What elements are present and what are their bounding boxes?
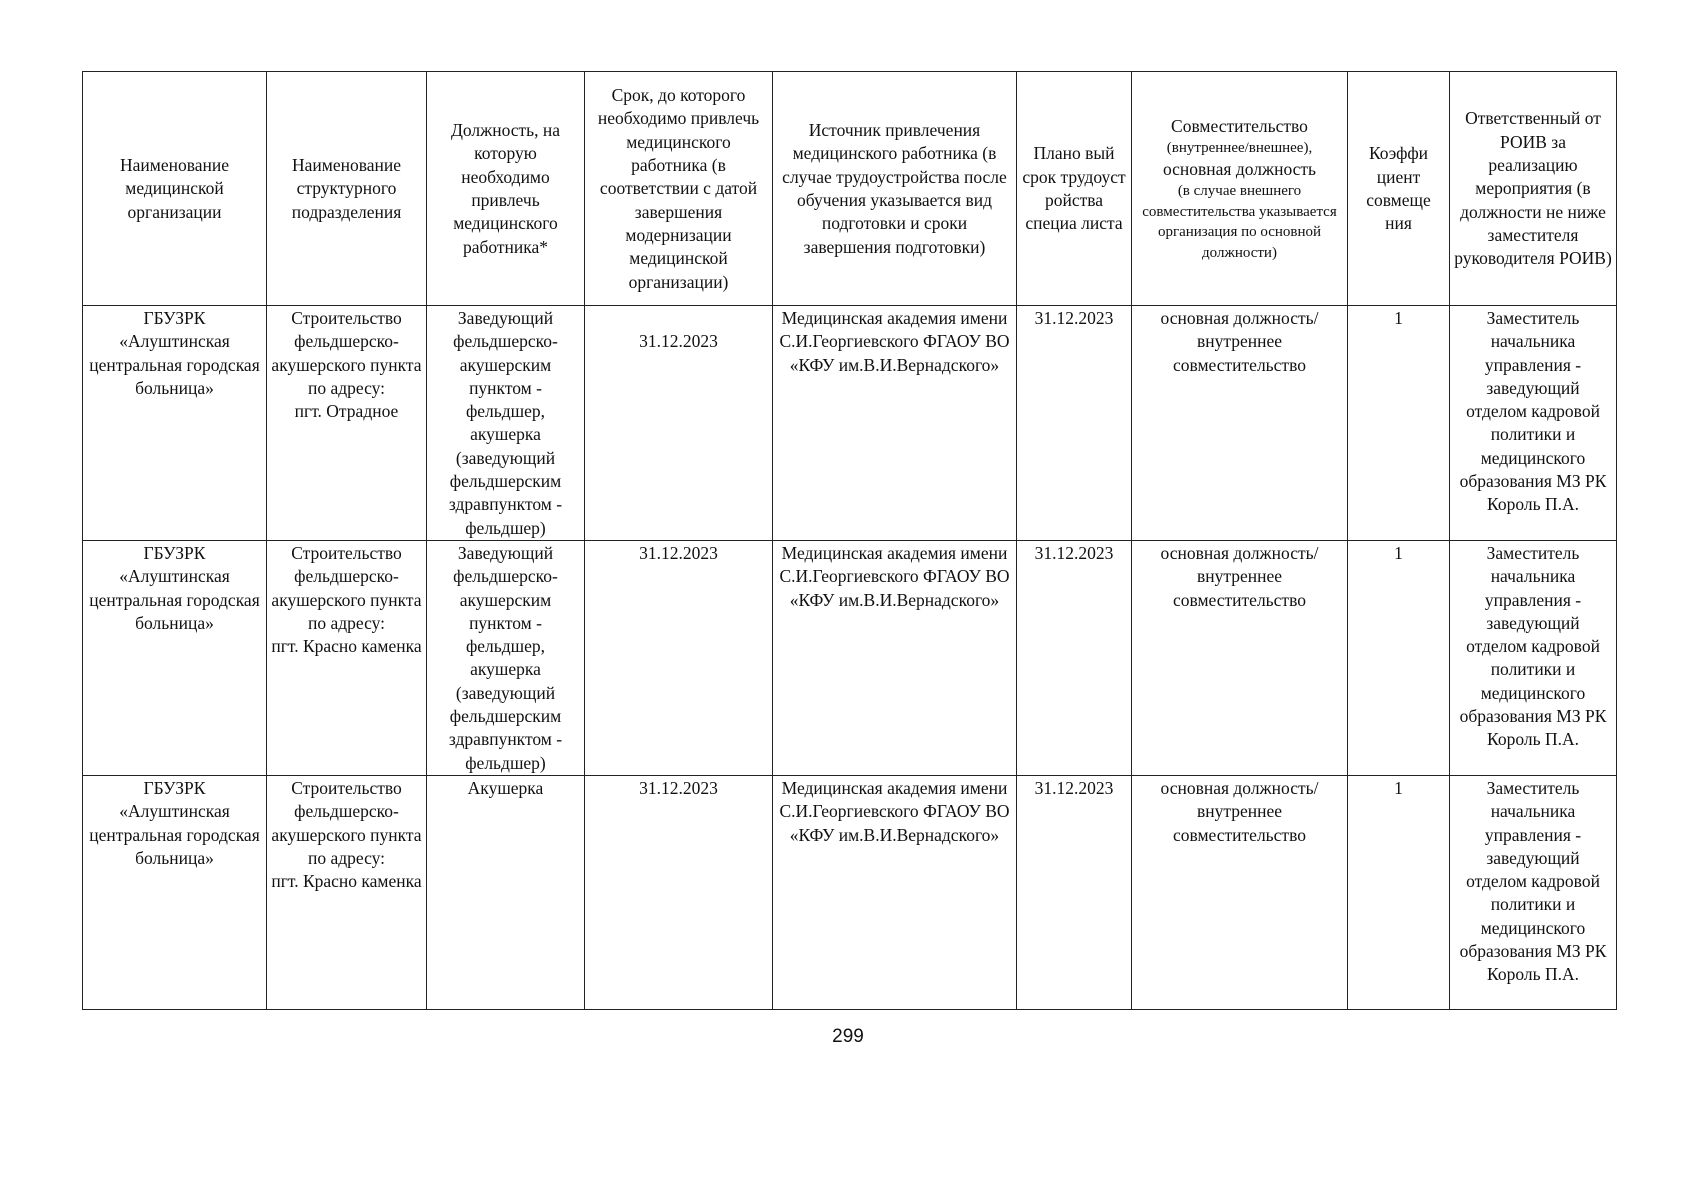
table-header-row [83, 72, 1617, 306]
header-combination-note2: (в случае внешнего совместительства указывается организация по основной должности) [1142, 183, 1337, 261]
cell-combination: основная должность/ внутреннее совместительство [1132, 775, 1348, 1009]
header-combination-main: Совместительство [1171, 115, 1308, 136]
cell-source: Медицинская академия имени С.И.Георгиевского ФГАОУ ВО «КФУ им.В.И.Вернадского» [773, 775, 1017, 1009]
cell-plan: 31.12.2023 [1017, 775, 1132, 1009]
cell-source: Медицинская академия имени С.И.Георгиевского ФГАОУ ВО «КФУ им.В.И.Вернадского» [773, 306, 1017, 541]
header-position: Должность, на которую необходимо привлечь медицинского работника* [427, 72, 585, 306]
cell-org: ГБУЗРК «Алуштинская центральная городская больница» [83, 775, 267, 1009]
cell-unit: Строительство фельдшерско-акушерского пункта по адресу: пгт. Отрадное [267, 306, 427, 541]
header-deadline: Срок, до которого необходимо привлечь медицинского работника (в соответствии с датой завершения модернизации медицинской организации) [585, 72, 773, 306]
cell-combination: основная должность/ внутреннее совместительство [1132, 540, 1348, 775]
cell-deadline: 31.12.2023 [585, 540, 773, 775]
cell-source: Медицинская академия имени С.И.Георгиевского ФГАОУ ВО «КФУ им.В.И.Вернадского» [773, 540, 1017, 775]
cell-org: ГБУЗРК «Алуштинская центральная городская больница» [83, 306, 267, 541]
header-plan: Плано вый срок трудоуст ройства специа листа [1017, 72, 1132, 306]
header-combination-note1: (внутреннее/внешнее), [1166, 139, 1313, 156]
cell-coef: 1 [1348, 775, 1450, 1009]
cell-position: Заведующий фельдшерско-акушерским пунктом - фельдшер, акушерка (заведующий фельдшерским здравпунктом - фельдшер) [427, 306, 585, 541]
header-org: Наименование медицинской организации [83, 72, 267, 306]
table-row [83, 306, 1617, 541]
cell-plan: 31.12.2023 [1017, 306, 1132, 541]
cell-unit: Строительство фельдшерско-акушерского пункта по адресу: пгт. Красно каменка [267, 775, 427, 1009]
header-unit: Наименование структурного подразделения [267, 72, 427, 306]
header-combination-main2: основная должность [1162, 159, 1317, 180]
cell-deadline: 31.12.2023 [585, 775, 773, 1009]
header-combination [1132, 72, 1348, 306]
cell-combination: основная должность/ внутреннее совместительство [1132, 306, 1348, 541]
cell-coef: 1 [1348, 540, 1450, 775]
cell-responsible: Заместитель начальника управления - заведующий отделом кадровой политики и медицинского образования МЗ РК Король П.А. [1450, 306, 1617, 541]
header-coef: Коэффи циент совмеще ния [1348, 72, 1450, 306]
cell-org: ГБУЗРК «Алуштинская центральная городская больница» [83, 540, 267, 775]
cell-plan: 31.12.2023 [1017, 540, 1132, 775]
header-responsible: Ответственный от РОИВ за реализацию мероприятия (в должности не ниже заместителя руководителя РОИВ) [1450, 72, 1617, 306]
cell-responsible: Заместитель начальника управления - заведующий отделом кадровой политики и медицинского образования МЗ РК Король П.А. [1450, 775, 1617, 1009]
cell-deadline: 31.12.2023 [585, 306, 773, 541]
staffing-table [82, 71, 1617, 1010]
cell-position: Заведующий фельдшерско-акушерским пунктом - фельдшер, акушерка (заведующий фельдшерским здравпунктом - фельдшер) [427, 540, 585, 775]
table-row [83, 540, 1617, 775]
table-row [83, 775, 1617, 1009]
page-number: 299 [832, 1026, 864, 1047]
header-source: Источник привлечения медицинского работника (в случае трудоустройства после обучения указывается вид подготовки и сроки завершения подготовки) [773, 72, 1017, 306]
cell-unit: Строительство фельдшерско-акушерского пункта по адресу: пгт. Красно каменка [267, 540, 427, 775]
cell-coef: 1 [1348, 306, 1450, 541]
cell-responsible: Заместитель начальника управления - заведующий отделом кадровой политики и медицинского образования МЗ РК Король П.А. [1450, 540, 1617, 775]
cell-position: Акушерка [427, 775, 585, 1009]
